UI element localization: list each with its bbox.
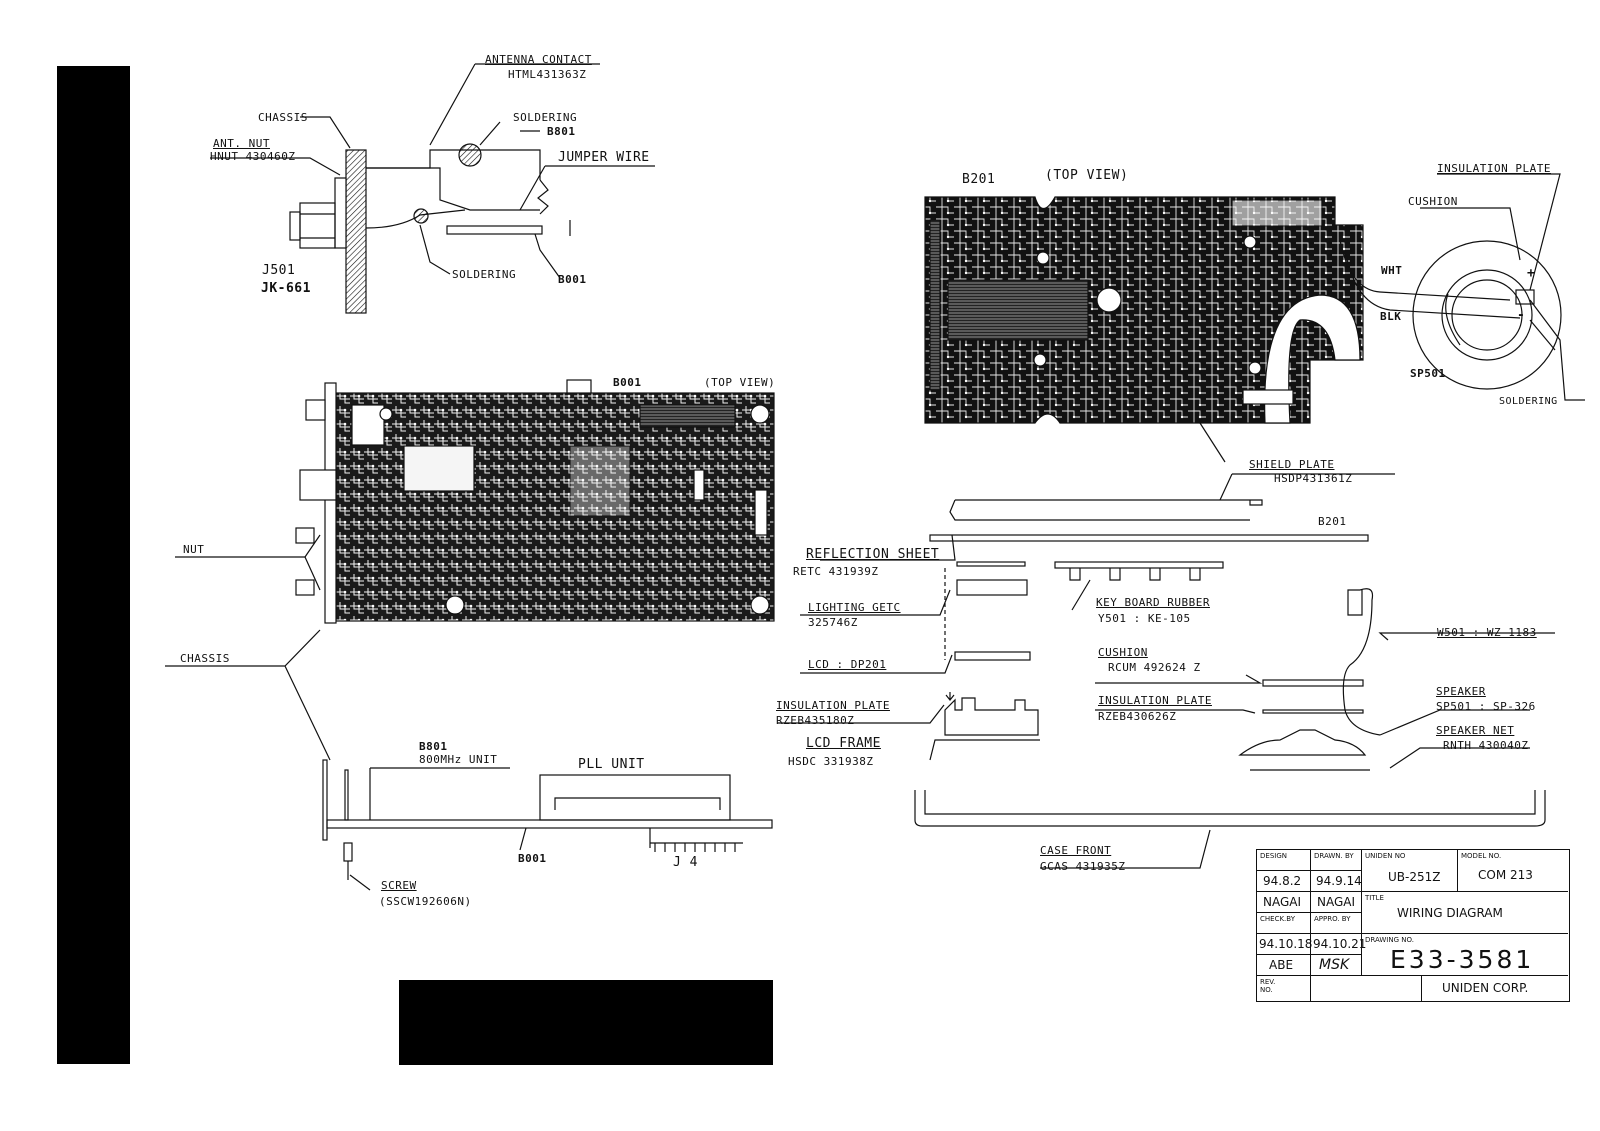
jumper-wire-label: JUMPER WIRE	[558, 150, 650, 165]
insulation-plate-right-part: RZEB430626Z	[1098, 710, 1177, 723]
sp501-label: SP501	[1410, 367, 1446, 380]
b201-board-drawing	[925, 197, 1363, 462]
pll-unit-label: PLL UNIT	[578, 757, 645, 772]
shield-plate-part: HSDP431361Z	[1274, 472, 1353, 485]
model-cell: MODEL NO. COM 213	[1458, 850, 1568, 892]
soldering-top-label: SOLDERING	[513, 111, 578, 124]
b201-exploded-label: B201	[1318, 515, 1347, 528]
speaker-view-drawing	[1340, 174, 1585, 400]
minus-label: -	[1517, 308, 1526, 323]
main-top-view-label: (TOP VIEW)	[704, 376, 776, 389]
lcd-frame-part: HSDC 331938Z	[788, 755, 874, 768]
drawing-no-cell: DRAWING NO. E33-3581	[1362, 934, 1568, 976]
lcd-frame-label: LCD FRAME	[806, 736, 881, 751]
company-cell: UNIDEN CORP.	[1442, 981, 1529, 995]
insulation-plate-right-label: INSULATION PLATE	[1098, 694, 1212, 707]
b001-label-antenna: B001	[558, 273, 587, 286]
design-date-cell: 94.8.2	[1257, 871, 1311, 892]
title-cell: TITLE WIRING DIAGRAM	[1362, 892, 1568, 934]
wht-label: WHT	[1381, 264, 1403, 277]
rev-cell: REV. NO.	[1257, 976, 1311, 1001]
screw-label: SCREW	[381, 879, 417, 892]
j4-label: J 4	[673, 855, 698, 870]
uniden-no-cell: UNIDEN NO UB-251Z	[1362, 850, 1458, 892]
insulation-plate-speaker-label: INSULATION PLATE	[1437, 162, 1551, 175]
b001-board-label: B001	[613, 376, 642, 389]
designer-cell: NAGAI	[1257, 892, 1311, 913]
unit-800-label: 800MHz UNIT	[419, 753, 498, 766]
approver-cell: MSK	[1311, 955, 1362, 976]
speaker-net-part: RNTH 430040Z	[1443, 739, 1529, 752]
drawn-date-cell: 94.9.14	[1311, 871, 1362, 892]
chassis-label-main: CHASSIS	[180, 652, 230, 665]
shield-plate-label: SHIELD PLATE	[1249, 458, 1335, 471]
main-board-drawing	[165, 380, 774, 760]
j501-label: J501	[262, 263, 296, 278]
speaker-label: SPEAKER	[1436, 685, 1486, 698]
antenna-contact-part: HTML431363Z	[508, 68, 587, 81]
drawn-cell: DRAWN. BY	[1311, 850, 1362, 871]
soldering-speaker-label: SOLDERING	[1499, 396, 1558, 407]
insulation-plate-left-part: RZEB435180Z	[776, 714, 855, 727]
drawer-cell: NAGAI	[1311, 892, 1362, 913]
case-front-label: CASE FRONT	[1040, 844, 1112, 857]
soldering-bottom-label: SOLDERING	[452, 268, 517, 281]
b201-board-label: B201	[962, 172, 996, 187]
title-block	[1256, 849, 1570, 1002]
b001-side-label: B001	[518, 852, 547, 865]
speaker-part: SP501 : SP-326	[1436, 700, 1536, 713]
design-cell: DESIGN	[1257, 850, 1311, 871]
appro-date-cell: 94.10.21	[1311, 934, 1362, 955]
case-front-part: GCAS 431935Z	[1040, 860, 1126, 873]
plus-label: +	[1527, 266, 1536, 281]
reflection-sheet-part: RETC 431939Z	[793, 565, 879, 578]
b201-top-view-label: (TOP VIEW)	[1045, 168, 1129, 183]
key-board-rubber-part: Y501 : KE-105	[1098, 612, 1191, 625]
ant-nut-part: HNUT 430460Z	[210, 150, 296, 163]
b801-label-top: B801	[547, 125, 576, 138]
insulation-plate-left-label: INSULATION PLATE	[776, 699, 890, 712]
cushion-speaker-label: CUSHION	[1408, 195, 1458, 208]
checker-cell: ABE	[1257, 955, 1311, 976]
antenna-contact-label: ANTENNA CONTACT	[485, 53, 592, 66]
cushion-exploded-part: RCUM 492624 Z	[1108, 661, 1201, 674]
cushion-exploded-label: CUSHION	[1098, 646, 1148, 659]
lighting-part: 325746Z	[808, 616, 858, 629]
b801-side-label: B801	[419, 740, 448, 753]
lighting-label: LIGHTING GETC	[808, 601, 901, 614]
lcd-label: LCD : DP201	[808, 658, 887, 671]
jk661-label: JK-661	[261, 281, 311, 296]
reflection-sheet-label: REFLECTION SHEET	[806, 547, 940, 562]
nut-label: NUT	[183, 543, 205, 556]
rev-blank-cell	[1311, 976, 1422, 1001]
speaker-net-label: SPEAKER NET	[1436, 724, 1515, 737]
screw-part: (SSCW192606N)	[379, 895, 472, 908]
key-board-rubber-label: KEY BOARD RUBBER	[1096, 596, 1210, 609]
ant-nut-label: ANT. NUT	[213, 137, 270, 150]
blk-label: BLK	[1380, 310, 1402, 323]
w501-label: W501 : WZ-1183	[1437, 626, 1537, 639]
appro-cell: APPRO. BY	[1311, 913, 1362, 934]
check-cell: CHECK.BY	[1257, 913, 1311, 934]
chassis-label-top: CHASSIS	[258, 111, 308, 124]
check-date-cell: 94.10.18	[1257, 934, 1311, 955]
